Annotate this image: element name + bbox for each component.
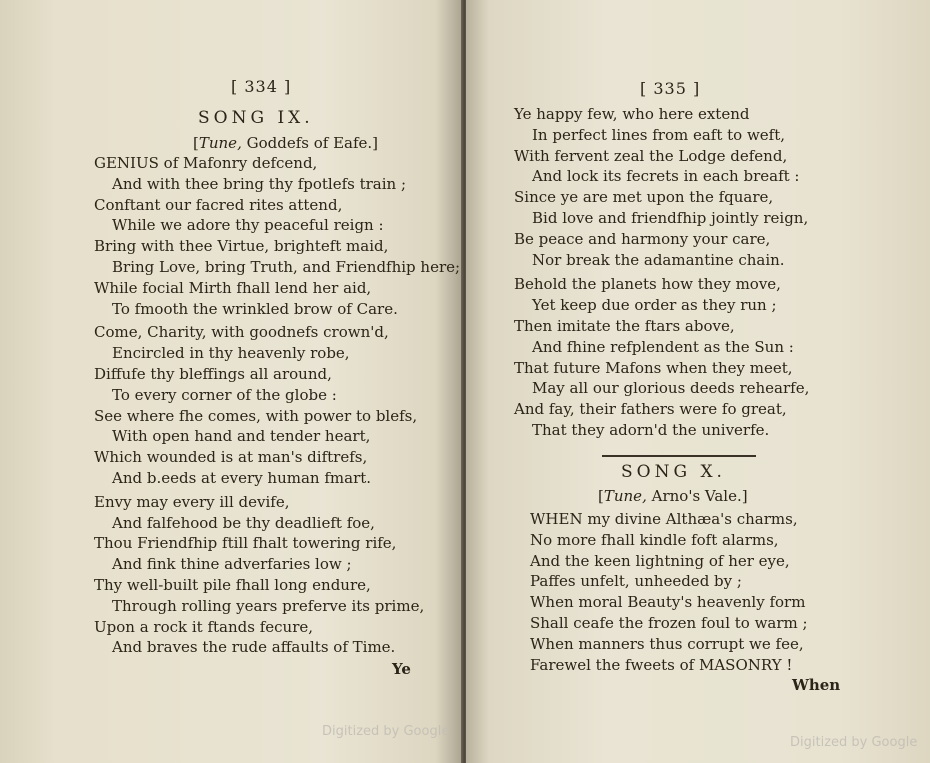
verse-line: Ye happy few, who here extend xyxy=(514,105,750,123)
verse-line: Yet keep due order as they run ; xyxy=(532,296,777,315)
page-number: [ 334 ] xyxy=(231,77,292,96)
verse-line: To fmooth the wrinkled brow of Care. xyxy=(112,299,398,318)
verse-line: Shall ceafe the frozen foul to warm ; xyxy=(530,614,808,632)
section-rule xyxy=(602,455,756,457)
verse-line: And falfehood be thy deadlieft foe, xyxy=(112,513,375,532)
verse-line: Which wounded is at man's diftrefs, xyxy=(94,448,368,467)
verse-line: With open hand and tender heart, xyxy=(112,427,371,446)
verse-line: Be peace and harmony your care, xyxy=(514,229,771,248)
verse-line: When manners thus corrupt we fee, xyxy=(530,634,804,653)
verse-line: And fay, their fathers were fo great, xyxy=(514,400,787,419)
verse-line: And fink thine adverfaries low ; xyxy=(112,555,352,574)
verse-line: Encircled in thy heavenly robe, xyxy=(112,344,350,363)
watermark: Digitized by Google xyxy=(790,735,918,750)
verse-line: In perfect lines from eaft to weft, xyxy=(532,125,786,144)
verse-line: Nor break the adamantine chain. xyxy=(532,250,785,269)
verse-line: That future Mafons when they meet, xyxy=(514,358,793,377)
tune-line xyxy=(598,487,748,505)
verse-line: And lock its fecrets in each breaft : xyxy=(532,167,800,186)
verse-line: Bring with thee Virtue, brighteft maid, xyxy=(94,237,389,256)
verse-line: Envy may every ill devife, xyxy=(94,492,290,511)
catchword: Ye xyxy=(392,660,411,678)
song-title: SONG IX. xyxy=(198,108,314,128)
verse-line: When moral Beauty's heavenly form xyxy=(530,593,806,612)
verse-line: Diffufe thy bleffings all around, xyxy=(94,365,332,383)
verse-line: May all our glorious deeds rehearfe, xyxy=(532,379,810,398)
verse-line: Come, Charity, with goodnefs crown'd, xyxy=(94,323,389,342)
page-number: [ 335 ] xyxy=(640,79,701,98)
verse-line: Through rolling years preferve its prime, xyxy=(112,596,425,615)
tune-bracket: [ xyxy=(193,134,199,152)
verse-line: And b.eeds at every human fmart. xyxy=(112,469,372,487)
tune-label: Tune, xyxy=(198,134,242,152)
tune-line xyxy=(193,134,378,152)
verse-line: And with thee bring thy fpotlefs train ; xyxy=(112,174,407,193)
verse-line: Then imitate the ftars above, xyxy=(514,317,735,335)
catchword: When xyxy=(792,676,841,694)
verse-line: While focial Mirth fhall lend her aid, xyxy=(94,278,372,297)
tune-label: Tune, xyxy=(603,487,647,505)
verse-line: See where fhe comes, with power to blefs, xyxy=(94,406,418,425)
verse-line: And the keen lightning of her eye, xyxy=(530,551,790,570)
verse-line: Conftant our facred rites attend, xyxy=(94,195,343,214)
verse-line: Thy well-built pile fhall long endure, xyxy=(94,576,371,594)
verse-line: That they adorn'd the univerfe. xyxy=(532,421,770,439)
watermark: Digitized by Google xyxy=(322,724,450,739)
verse-line: Behold the planets how they move, xyxy=(514,275,781,294)
song-title: SONG X. xyxy=(621,462,726,482)
verse-line: And braves the rude affaults of Time. xyxy=(112,638,396,657)
verse-line: Upon a rock it ftands fecure, xyxy=(94,617,314,636)
verse-line: GENIUS of Mafonry defcend, xyxy=(94,154,318,172)
verse-line: And fhine refplendent as the Sun : xyxy=(532,337,794,356)
tune-name: Arno's Vale.] xyxy=(651,487,748,505)
verse-line: Paffes unfelt, unheeded by ; xyxy=(530,572,742,591)
tune-bracket: [ xyxy=(598,487,604,505)
verse-line: Bring Love, bring Truth, and Friendfhip here; xyxy=(112,258,461,276)
right-page xyxy=(466,0,930,763)
verse-line: To every corner of the globe : xyxy=(112,385,337,404)
verse-line: Farewel the fweets of MASONRY ! xyxy=(530,655,793,674)
verse-line: Since ye are met upon the fquare, xyxy=(514,188,774,207)
tune-name: Goddefs of Eafe.] xyxy=(246,134,379,152)
verse-line: Bid love and friendfhip jointly reign, xyxy=(532,209,809,227)
verse-line: Thou Friendfhip ftill fhalt towering rife, xyxy=(94,534,397,553)
left-page xyxy=(0,0,463,763)
verse-line: No more fhall kindle foft alarms, xyxy=(530,530,779,549)
verse-line: With fervent zeal the Lodge defend, xyxy=(514,146,788,165)
verse-line: While we adore thy peaceful reign : xyxy=(112,216,384,235)
verse-line: WHEN my divine Althæa's charms, xyxy=(530,510,798,528)
